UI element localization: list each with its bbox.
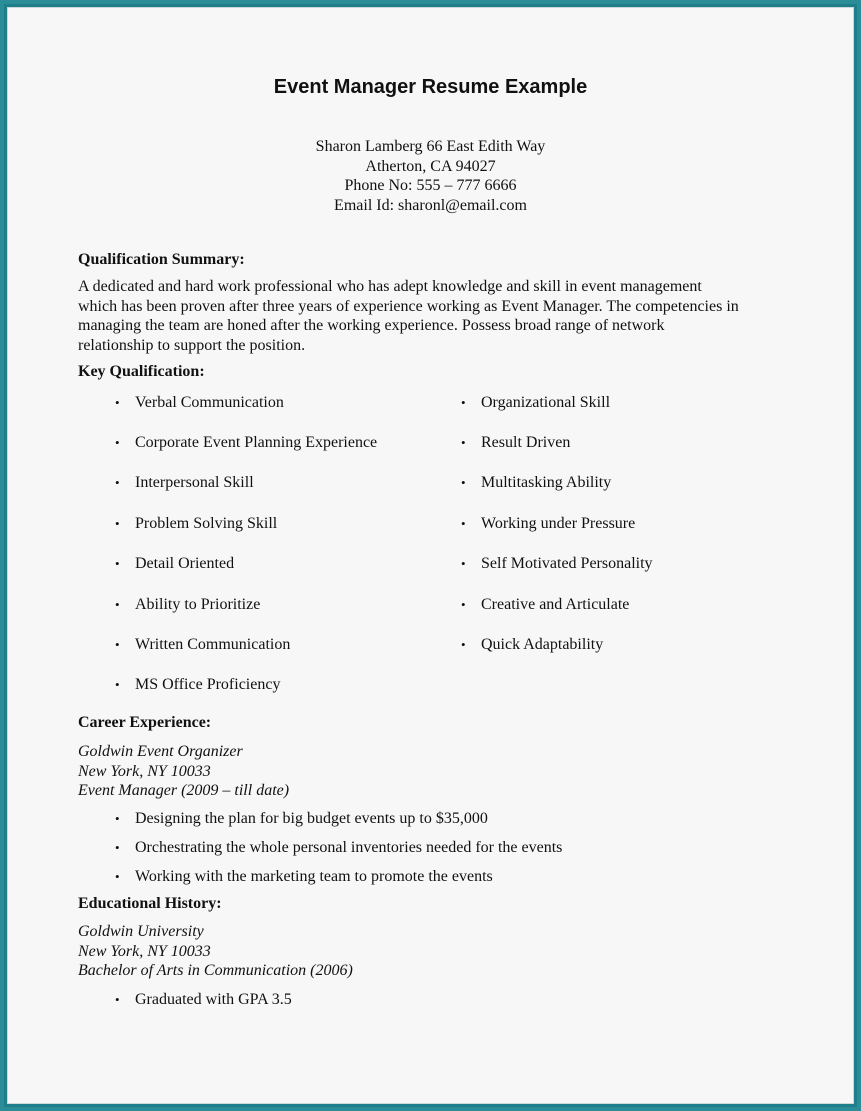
contact-city: Atherton, CA 94027 xyxy=(365,157,496,175)
contact-email: Email Id: sharonl@email.com xyxy=(334,196,527,214)
job-title: Event Manager (2009 – till date) xyxy=(78,782,290,799)
bullet-icon: • xyxy=(461,556,466,571)
bullet-icon: • xyxy=(461,637,466,652)
contact-phone: Phone No: 555 – 777 6666 xyxy=(344,177,517,194)
contact-block xyxy=(0,137,861,215)
bullet-icon: • xyxy=(115,556,120,571)
bullet-icon: • xyxy=(461,395,466,410)
bullet-icon: • xyxy=(115,475,120,490)
bullet-icon: • xyxy=(461,516,466,531)
bullet-icon: • xyxy=(115,992,120,1007)
summary-line: A dedicated and hard work professional who has adept knowledge and skill in event management xyxy=(78,278,702,295)
qualification-summary-text xyxy=(78,277,778,355)
bullet-icon: • xyxy=(461,475,466,490)
employer-name: Goldwin Event Organizer xyxy=(78,743,243,760)
summary-line: relationship to support the position. xyxy=(78,336,306,354)
career-employer-block xyxy=(78,742,289,801)
bullet-icon: • xyxy=(461,597,466,612)
summary-line: managing the team are honed after the working experience. Possess broad range of network xyxy=(78,317,665,334)
degree: Bachelor of Arts in Communication (2006) xyxy=(78,962,353,979)
educational-history-heading: Educational History: xyxy=(78,895,222,912)
page-title: Event Manager Resume Example xyxy=(273,76,588,98)
school-location: New York, NY 10033 xyxy=(78,942,211,960)
employer-location: New York, NY 10033 xyxy=(78,762,211,780)
qualification-summary-heading: Qualification Summary: xyxy=(78,251,245,268)
career-experience-heading: Career Experience: xyxy=(78,714,212,731)
contact-name-address: Sharon Lamberg 66 East Edith Way xyxy=(315,138,546,155)
bullet-icon: • xyxy=(461,435,466,450)
bullet-icon: • xyxy=(115,597,120,612)
bullet-icon: • xyxy=(115,811,120,826)
bullet-icon: • xyxy=(115,637,120,652)
bullet-icon: • xyxy=(115,435,120,450)
bullet-icon: • xyxy=(115,840,120,855)
bullet-icon: • xyxy=(115,677,120,692)
education-block xyxy=(78,922,353,981)
bullet-icon: • xyxy=(115,516,120,531)
key-qualification-heading: Key Qualification: xyxy=(78,363,205,380)
school-name: Goldwin University xyxy=(78,923,204,940)
bullet-icon: • xyxy=(115,395,120,410)
bullet-icon: • xyxy=(115,869,120,884)
summary-line: which has been proven after three years of experience working as Event Manager. The competencies in xyxy=(78,297,739,315)
